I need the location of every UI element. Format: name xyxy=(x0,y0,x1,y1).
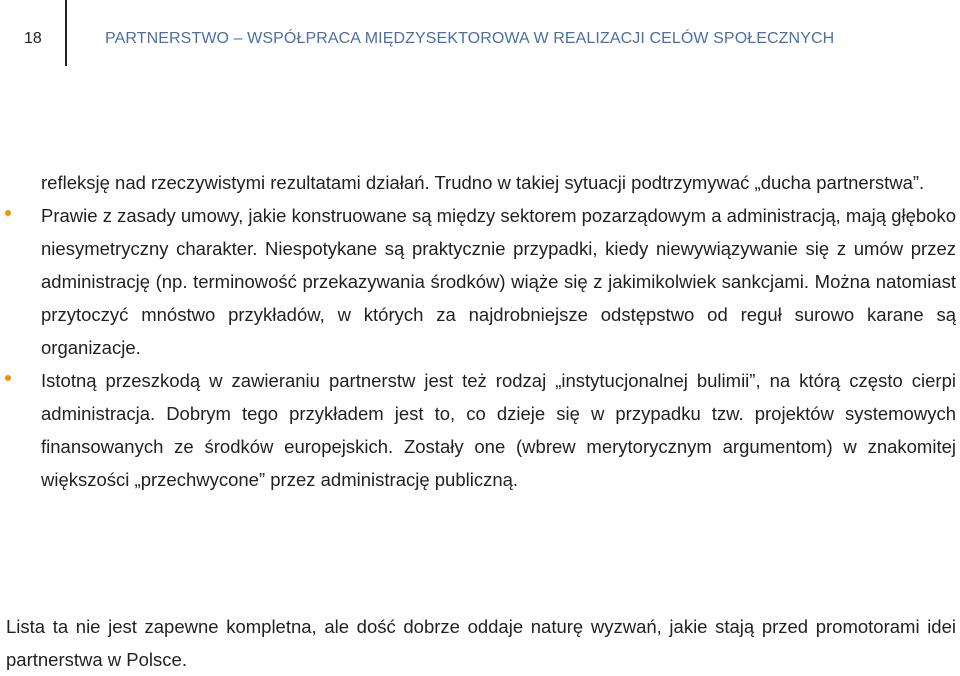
bullet-item xyxy=(41,199,956,364)
main-text xyxy=(41,166,956,496)
header-divider xyxy=(65,0,67,66)
bullet-dot-icon xyxy=(5,375,11,381)
continuation-paragraph: refleksję nad rzeczywistymi rezultatami działań. Trudno w takiej sytuacji podtrzymywać „ducha partnerstwa”. xyxy=(41,172,925,193)
closing-paragraph: Lista ta nie jest zapewne kompletna, ale dość dobrze oddaje naturę wyzwań, jakie stają przed promotorami idei partnerstwa w Polsce. xyxy=(6,615,956,670)
page-header xyxy=(0,0,960,72)
bullet-text: Istotną przeszkodą w zawieraniu partnerstw jest też rodzaj „instytucjonalnej bulimii”, na którą często cierpi administracja. Dobrym tego przykładem jest to, co dzieje się w przypadku tzw. projektów systemowych finansowanych ze środków europejskich. Zostały one (wbrew merytorycznym argumentom) w znakomitej większości „przechwycone” przez administrację publiczną. xyxy=(41,370,956,490)
bullet-dot-icon xyxy=(5,210,11,216)
page-number: 18 xyxy=(24,30,42,47)
bullet-text: Prawie z zasady umowy, jakie konstruowane są między sektorem pozarządowym a administracją, mają głęboko niesymetryczny charakter. Niespotykane są praktycznie przypadki, kiedy niewywiązywanie się z umów przez administrację (np. terminowość przekazywania środków) wiąże się z jakimikolwiek sankcjami. Można natomiast przytoczyć mnóstwo przykładów, w których za najdrobniejsze odstępstwo od reguł surowo karane są organizacje. xyxy=(41,205,956,358)
running-title: PARTNERSTWO – WSPÓŁPRACA MIĘDZYSEKTOROWA W REALIZACJI CELÓW SPOŁECZNYCH xyxy=(105,30,835,47)
bullet-item xyxy=(41,364,956,496)
